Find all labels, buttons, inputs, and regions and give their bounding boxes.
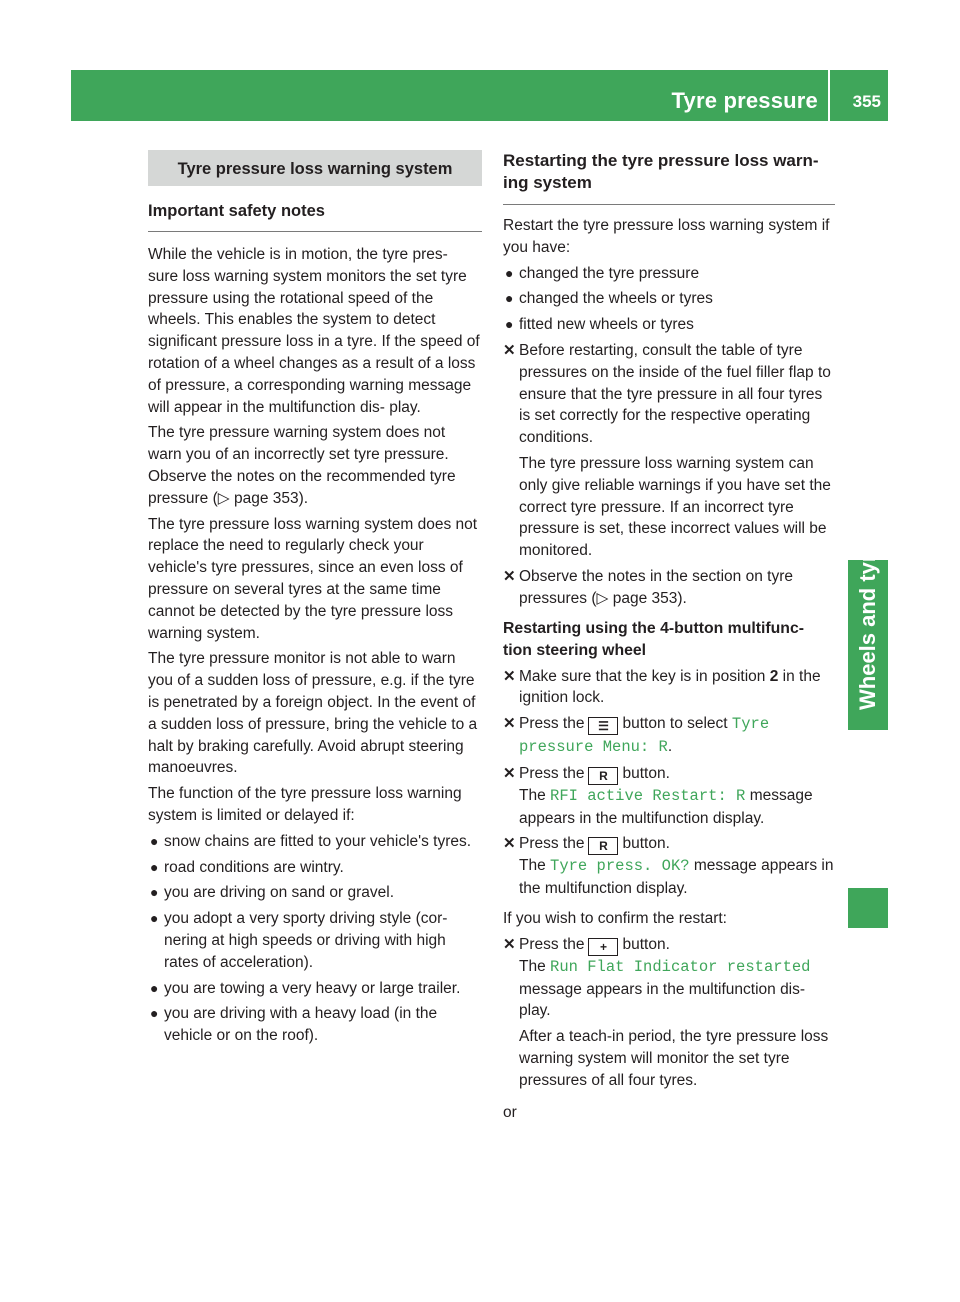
step-text: The [519,857,546,875]
list-item-text: road conditions are wintry. [164,858,344,876]
reset-button-icon: R [588,837,618,855]
left-column [148,150,482,1047]
step-text: button. [622,835,670,853]
step-text: Press the [519,764,585,782]
list-item-text: fitted new wheels or tyres [519,316,694,334]
list-item-text: snow chains are fitted to your vehicle's tyres. [164,832,472,850]
step-text: Before restarting, consult the table of tyre pressures on the inside of the fuel filler flap to ensure that the tyre pressure in all four tyres is set correctly for the respective operating conditions. [519,341,831,447]
bullet-icon: ● [150,858,159,875]
restart-heading: Restarting the tyre pressure loss warn- ing system [503,151,819,192]
step [503,666,835,710]
step-text: . [667,737,673,755]
step-arrow-icon: ✕ [503,667,516,685]
reset-button-icon: R [588,767,618,785]
list-item-text: you adopt a very sporty driving style (cor- nering at high speeds or driving with high rates of acceleration). [164,910,448,971]
heading-rule [148,231,482,232]
step-arrow-icon: ✕ [503,715,516,733]
list-item-text: you are towing a very heavy or large trailer. [164,979,461,997]
list-item-text: you are driving with a heavy load (in the vehicle or on the roof). [164,1005,438,1045]
list-item [503,288,835,310]
step-arrow-icon: ✕ [503,835,516,853]
steering-wheel-subheading: Restarting using the 4-button multifunc- tion steering wheel [503,619,804,659]
section-title: Tyre pressure loss warning system [148,150,482,186]
step [503,934,835,1092]
step-arrow-icon: ✕ [503,935,516,953]
paragraph: The tyre pressure loss warning system does not replace the need to regularly check your vehicle's tyre pressures, since an even loss of pressure on several tyres at the same time cannot be detected by the tyre pressure loss warning system. [148,515,478,642]
list-item [148,831,482,853]
page-number: 355 [852,92,881,111]
step-text: button to select [622,715,728,733]
paragraph: The function of the tyre pressure loss warning system is limited or delayed if: [148,785,462,824]
chapter-marker [848,888,888,928]
bullet-icon: ● [150,910,159,927]
list-item-text: changed the wheels or tyres [519,290,713,308]
bullet-icon: ● [505,264,514,281]
step-text: button. [622,764,670,782]
step-text: message appears in the multifunction dis- play. [519,980,806,1020]
intro-text: Restart the tyre pressure loss warning system if you have: [503,217,830,256]
step-arrow-icon: ✕ [503,764,516,782]
step-note: After a teach-in period, the tyre pressure loss warning system will monitor the set tyre pressures of all four tyres. [519,1028,829,1089]
step-note: The tyre pressure loss warning system can only give reliable warnings if you have set the correct tyre pressure. If an incorrect tyre pressure is set, these incorrect values will be monitored. [519,454,831,560]
header-title: Tyre pressure [671,88,818,113]
list-item [148,857,482,879]
step-text: Press the [519,835,585,853]
chapter-tab [848,529,888,730]
bullet-icon: ● [150,832,159,849]
plus-button-icon: + [588,938,618,956]
step-text: Make sure that the key is in position [519,667,766,685]
right-column [503,150,835,1123]
list-item [148,908,482,973]
heading-rule [503,204,835,205]
confirm-intro: If you wish to confirm the restart: [503,909,727,927]
list-item [148,1003,482,1047]
step-text: message appears in the multifunction display. [519,857,834,898]
step [503,713,835,759]
step-text: Observe the notes in the section on tyre pressures (▷ page 353). [519,567,793,607]
bullet-icon: ● [505,316,514,333]
header-separator [828,70,830,121]
step-text: Press the [519,935,585,953]
list-item [503,314,835,336]
key-position: 2 [769,667,779,685]
bullet-icon: ● [505,290,514,307]
list-item [148,882,482,904]
step-text: message appears in the multifunction display. [519,786,813,827]
display-message: Tyre press. OK? [550,857,690,876]
menu-button-icon: ☰ [588,717,618,735]
bullet-icon: ● [150,884,159,901]
display-message: Run Flat Indicator restarted [550,957,811,976]
step-text: button. [622,935,670,953]
list-item-text: changed the tyre pressure [519,264,700,282]
step-text: Press the [519,715,585,733]
step-arrow-icon: ✕ [503,567,516,585]
step-text: The [519,957,546,975]
bullet-icon: ● [150,979,159,996]
paragraph: The tyre pressure monitor is not able to warn you of a sudden loss of pressure, e.g. if the tyre is penetrated by a foreign object. In the event of a sudden loss of pressure, bring the vehicle to a halt by braking carefully. Avoid abrupt steering manoeuvres. [148,650,478,777]
step-text: The [519,786,546,804]
bullet-icon: ● [150,1005,159,1022]
list-item-text: you are driving on sand or gravel. [164,884,395,902]
paragraph: While the vehicle is in motion, the tyre pres- sure loss warning system monitors the set tyre pressure using the rotational speed of the wheels. This enables the system to detect significant pressure loss in a tyre. If the speed of rotation of a wheel changes as a result of a loss of pressure, a corresponding warning message will appear in the multifunction dis- play. [148,246,480,416]
step [503,566,835,610]
list-item [503,263,835,285]
safety-notes-heading: Important safety notes [148,202,325,220]
page-header [71,70,888,121]
display-menu-name: Tyre pressure Menu: R [519,715,770,756]
step-text: in the ignition lock. [519,667,821,707]
chapter-tab-label: Wheels and tyres [855,529,880,710]
list-item [148,978,482,1000]
display-message: RFI active Restart: R [550,786,746,805]
paragraph: The tyre pressure warning system does not warn you of an incorrectly set tyre pressure. Observe the notes on the recommended tyre pressure (▷ page 353). [148,424,456,507]
step [503,340,835,562]
step [503,763,835,830]
step [503,833,835,900]
step-arrow-icon: ✕ [503,341,516,359]
or-text: or [503,1103,517,1121]
